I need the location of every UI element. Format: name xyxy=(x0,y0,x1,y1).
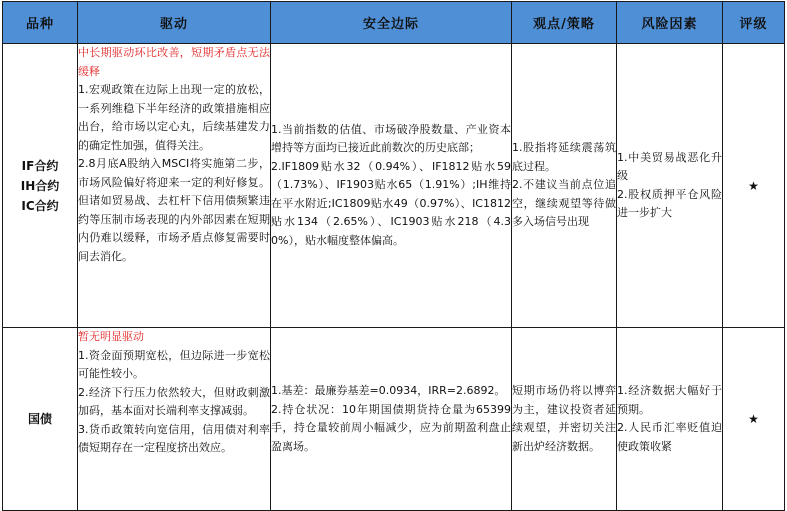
driver-headline: 暂无明显驱动 xyxy=(78,330,144,343)
variety-label: IH合约 xyxy=(20,178,60,193)
variety-label: IC合约 xyxy=(21,198,59,213)
header-safety-margin: 安全边际 xyxy=(271,2,512,44)
variety-cell xyxy=(3,44,78,328)
risk-cell xyxy=(617,44,723,328)
strategy-paragraph: 短期市场仍将以博弈为主，建议投资者延续观望，并密切关注新出炉经济数据。 xyxy=(512,384,616,453)
strategy-cell xyxy=(512,328,617,511)
header-driver: 驱动 xyxy=(78,2,271,44)
header-row xyxy=(3,2,785,44)
strategy-table xyxy=(2,1,785,511)
rating-cell xyxy=(723,328,785,511)
risk-cell xyxy=(617,328,723,511)
risk-paragraph: 2.股权质押平仓风险进一步扩大 xyxy=(617,187,722,219)
header-rating: 评级 xyxy=(723,2,785,44)
variety-label: 国债 xyxy=(27,412,52,426)
margin-paragraph: 1.基差：最廉券基差=0.0934，IRR=2.6892。 xyxy=(271,384,506,397)
driver-paragraph: 2.8月底A股纳入MSCI将实施第二步，市场风险偏好将迎来一定的利好修复。但诸如贸易战、去杠杆下信用债频繁违约等压制市场表现的内外部因素在短期内仍难以缓释，市场矛盾点修复需要时间去消化。 xyxy=(78,157,270,263)
driver-paragraph: 1.宏观政策在边际上出现一定的放松，一系列维稳下半年经济的政策措施相应出台，给市场以定心丸，后续基建发力的确定性加强，值得关注。 xyxy=(78,83,270,152)
driver-headline: 中长期驱动环比改善，短期矛盾点无法缓释 xyxy=(78,46,270,78)
strategy-paragraph: 2.不建议当前点位追空，继续观望等待做多入场信号出现 xyxy=(512,178,616,229)
strategy-cell xyxy=(512,44,617,328)
driver-cell xyxy=(78,44,271,328)
rating-cell xyxy=(723,44,785,328)
table-row-index-futures xyxy=(3,44,785,328)
header-variety: 品种 xyxy=(3,2,78,44)
driver-paragraph: 1.资金面预期宽松，但边际进一步宽松可能性较小。 xyxy=(78,348,270,380)
star-icon: ★ xyxy=(748,178,759,193)
margin-paragraph: 1.当前指数的估值、市场破净股数量、产业资本增持等方面均已接近此前数次的历史底部； xyxy=(271,122,511,155)
variety-label: IF合约 xyxy=(21,158,59,173)
safety-margin-cell xyxy=(271,44,512,328)
margin-paragraph: 2.IF1809贴水32（0.94%）、IF1812贴水59（1.73%）、IF1903贴水65（1.91%）;IH维持在平水附近;IC1809贴水49（0.97%）、IC1812贴水134（2.65%）、IC1903贴水218（4.30%），贴水幅度整体偏高。 xyxy=(271,159,511,247)
margin-paragraph: 2.持仓状况：10年期国债期货持仓量为65399手，持仓量较前周小幅减少，应为前期盈利盘止盈离场。 xyxy=(271,402,511,453)
risk-paragraph: 2.人民币汇率贬值迫使政策收紧 xyxy=(617,421,722,453)
header-risk: 风险因素 xyxy=(617,2,723,44)
driver-paragraph: 3.货币政策转向宽信用，信用债对利率债短期存在一定程度挤出效应。 xyxy=(78,422,270,454)
header-strategy: 观点/策略 xyxy=(512,2,617,44)
risk-paragraph: 1.经济数据大幅好于预期。 xyxy=(617,384,722,416)
driver-paragraph: 2.经济下行压力依然较大，但财政刺激加码，基本面对长端利率支撑减弱。 xyxy=(78,385,270,417)
driver-cell xyxy=(78,328,271,511)
safety-margin-cell xyxy=(271,328,512,511)
risk-paragraph: 1.中美贸易战恶化升级 xyxy=(617,150,722,182)
star-icon: ★ xyxy=(748,412,759,426)
variety-cell xyxy=(3,328,78,511)
table-row-treasury xyxy=(3,328,785,511)
strategy-paragraph: 1.股指将延续震荡筑底过程。 xyxy=(512,141,616,173)
